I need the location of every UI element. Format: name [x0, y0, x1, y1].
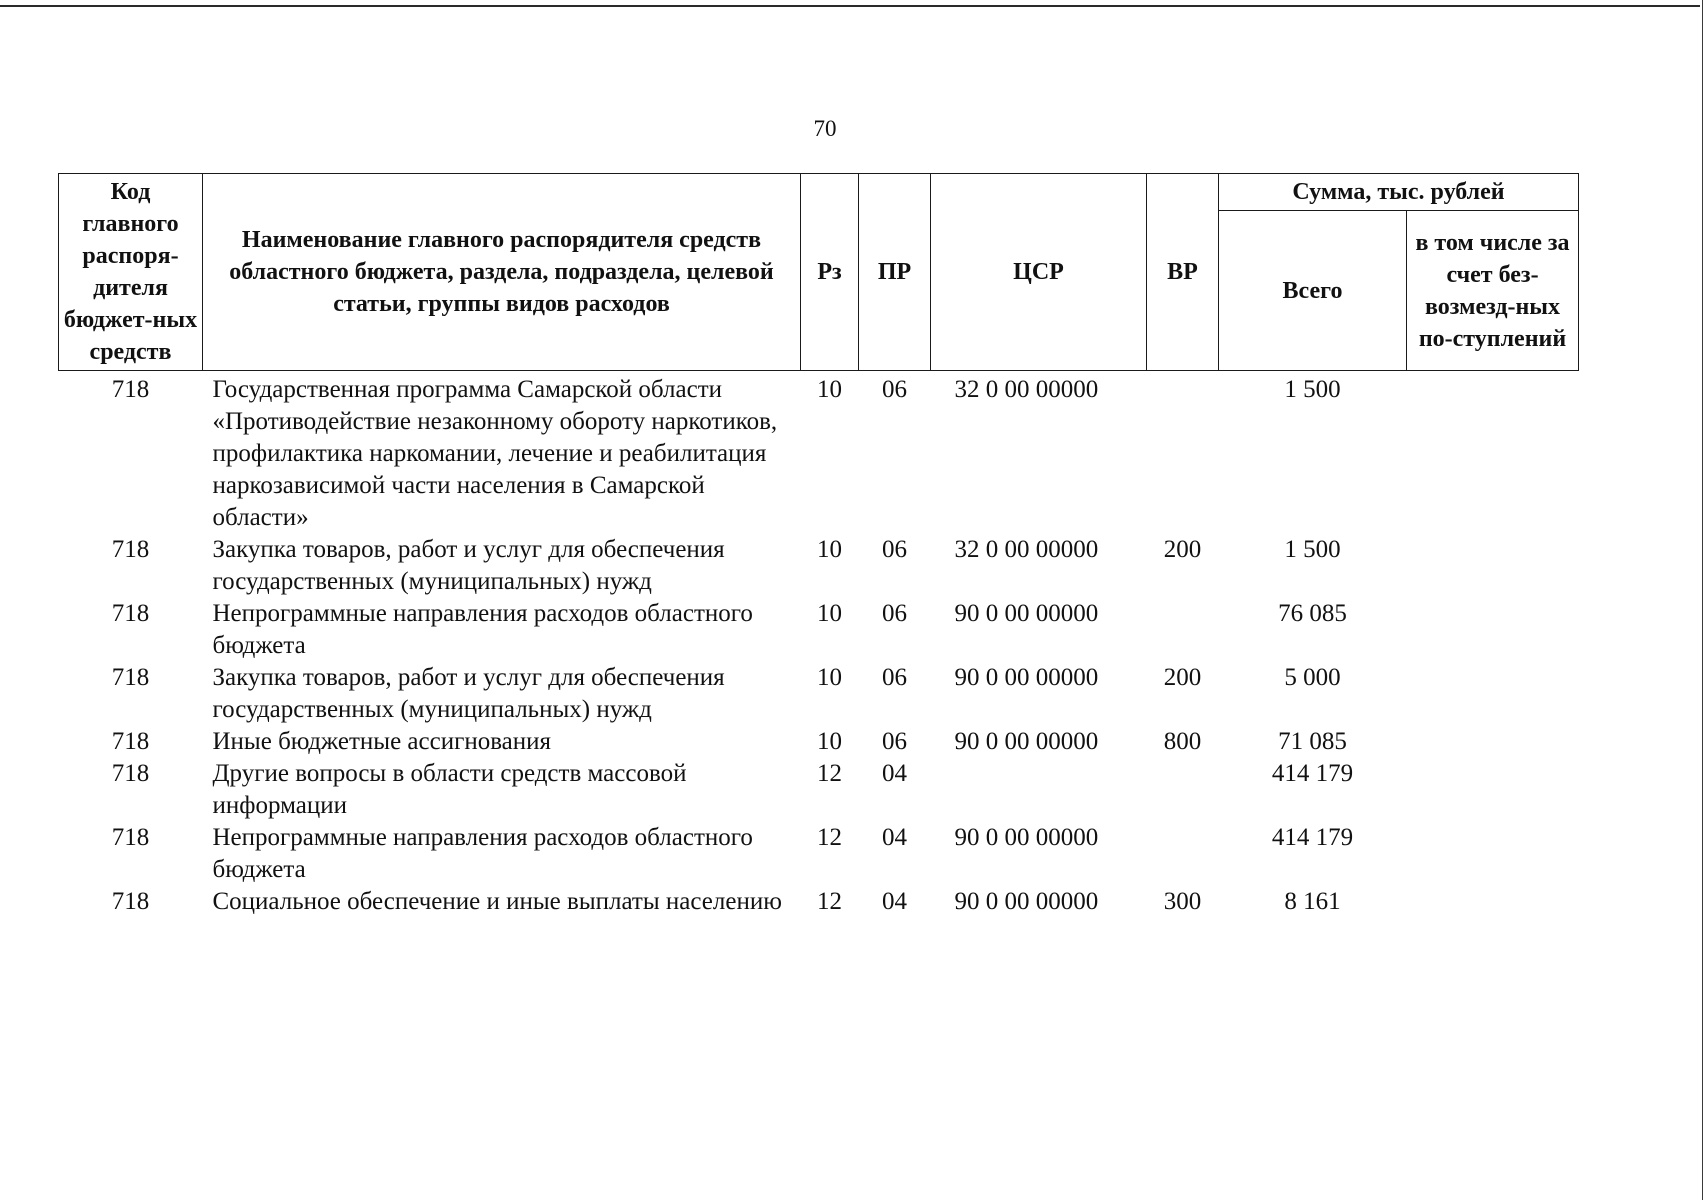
cell-name: Непрограммные направления расходов областного бюджета [212, 824, 753, 883]
cell-name: Иные бюджетные ассигнования [212, 728, 552, 755]
cell-name: Непрограммные направления расходов областного бюджета [212, 600, 753, 659]
cell-name: Закупка товаров, работ и услуг для обеспечения государственных (муниципальных) нужд [212, 536, 725, 595]
header-csr: ЦСР [931, 174, 1147, 371]
cell-code: 718 [111, 600, 150, 627]
cell-csr: 32 0 00 00000 [954, 376, 1099, 403]
cell-free [1407, 534, 1579, 598]
cell-name: Другие вопросы в области средств массовой информации [212, 760, 687, 819]
page-number: 70 [813, 116, 837, 141]
cell-pr: 06 [882, 664, 907, 691]
cell-total: 5 000 [1284, 664, 1341, 691]
cell-vr: 300 [1163, 888, 1202, 915]
cell-total: 1 500 [1284, 376, 1341, 403]
cell-pr: 06 [882, 600, 907, 627]
cell-rz: 10 [817, 536, 842, 563]
cell-code: 718 [111, 376, 150, 403]
cell-total: 414 179 [1271, 824, 1354, 851]
budget-table [58, 173, 1579, 918]
table-row [59, 371, 1579, 535]
cell-name: Социальное обеспечение и иные выплаты населению [212, 888, 782, 915]
cell-total: 414 179 [1271, 760, 1354, 787]
cell-pr: 06 [882, 376, 907, 403]
cell-code: 718 [111, 888, 150, 915]
cell-total: 8 161 [1284, 888, 1341, 915]
cell-vr: 200 [1163, 664, 1202, 691]
cell-rz: 10 [817, 376, 842, 403]
cell-csr: 90 0 00 00000 [954, 824, 1099, 851]
cell-rz: 12 [817, 760, 842, 787]
cell-code: 718 [111, 760, 150, 787]
cell-csr: 90 0 00 00000 [954, 728, 1099, 755]
cell-vr: 800 [1163, 728, 1202, 755]
cell-pr: 04 [882, 888, 907, 915]
cell-pr: 06 [882, 536, 907, 563]
cell-free [1407, 886, 1579, 918]
cell-code: 718 [111, 824, 150, 851]
cell-free [1407, 598, 1579, 662]
cell-csr: 90 0 00 00000 [954, 600, 1099, 627]
table-header [59, 174, 1579, 371]
header-pr: ПР [859, 174, 931, 371]
header-name: Наименование главного распорядителя средств областного бюджета, раздела, подраздела, целевой статьи, группы видов расходов [203, 174, 801, 371]
header-rz: Рз [801, 174, 859, 371]
cell-code: 718 [111, 664, 150, 691]
cell-free [1407, 822, 1579, 886]
header-free: в том числе за счет без-возмезд-ных по-ступлений [1407, 211, 1579, 371]
cell-total: 71 085 [1278, 728, 1347, 755]
cell-pr: 04 [882, 824, 907, 851]
table-row [59, 758, 1579, 822]
cell-pr: 06 [882, 728, 907, 755]
cell-pr: 04 [882, 760, 907, 787]
cell-csr: 90 0 00 00000 [954, 888, 1099, 915]
cell-name: Закупка товаров, работ и услуг для обеспечения государственных (муниципальных) нужд [212, 664, 725, 723]
cell-code: 718 [111, 536, 150, 563]
cell-rz: 10 [817, 728, 842, 755]
cell-rz: 10 [817, 664, 842, 691]
cell-vr [1147, 371, 1219, 535]
table-row [59, 886, 1579, 918]
cell-rz: 12 [817, 824, 842, 851]
cell-free [1407, 758, 1579, 822]
table-row [59, 726, 1579, 758]
table-row [59, 598, 1579, 662]
table-body [59, 371, 1579, 919]
table-row [59, 662, 1579, 726]
cell-vr: 200 [1163, 536, 1202, 563]
cell-vr [1147, 598, 1219, 662]
table-row [59, 534, 1579, 598]
cell-free [1407, 662, 1579, 726]
cell-csr: 90 0 00 00000 [954, 664, 1099, 691]
cell-vr [1147, 822, 1219, 886]
cell-rz: 10 [817, 600, 842, 627]
header-total: Всего [1219, 211, 1407, 371]
cell-code: 718 [111, 728, 150, 755]
scan-right-border [1702, 0, 1703, 1200]
cell-total: 76 085 [1278, 600, 1347, 627]
header-vr: ВР [1147, 174, 1219, 371]
header-code: Код главного распоря-дителя бюджет-ных средств [59, 174, 203, 371]
cell-vr [1147, 758, 1219, 822]
table-row [59, 822, 1579, 886]
cell-csr [931, 758, 1147, 822]
scan-top-border [0, 5, 1700, 7]
cell-csr: 32 0 00 00000 [954, 536, 1099, 563]
cell-rz: 12 [817, 888, 842, 915]
header-sum: Сумма, тыс. рублей [1219, 174, 1579, 211]
cell-free [1407, 726, 1579, 758]
cell-name: Государственная программа Самарской области «Противодействие незаконному обороту наркотиков, профилактика наркомании, лечение и реабилитация наркозависимой части населения в Самарской области» [212, 376, 778, 531]
cell-free [1407, 371, 1579, 535]
cell-total: 1 500 [1284, 536, 1341, 563]
